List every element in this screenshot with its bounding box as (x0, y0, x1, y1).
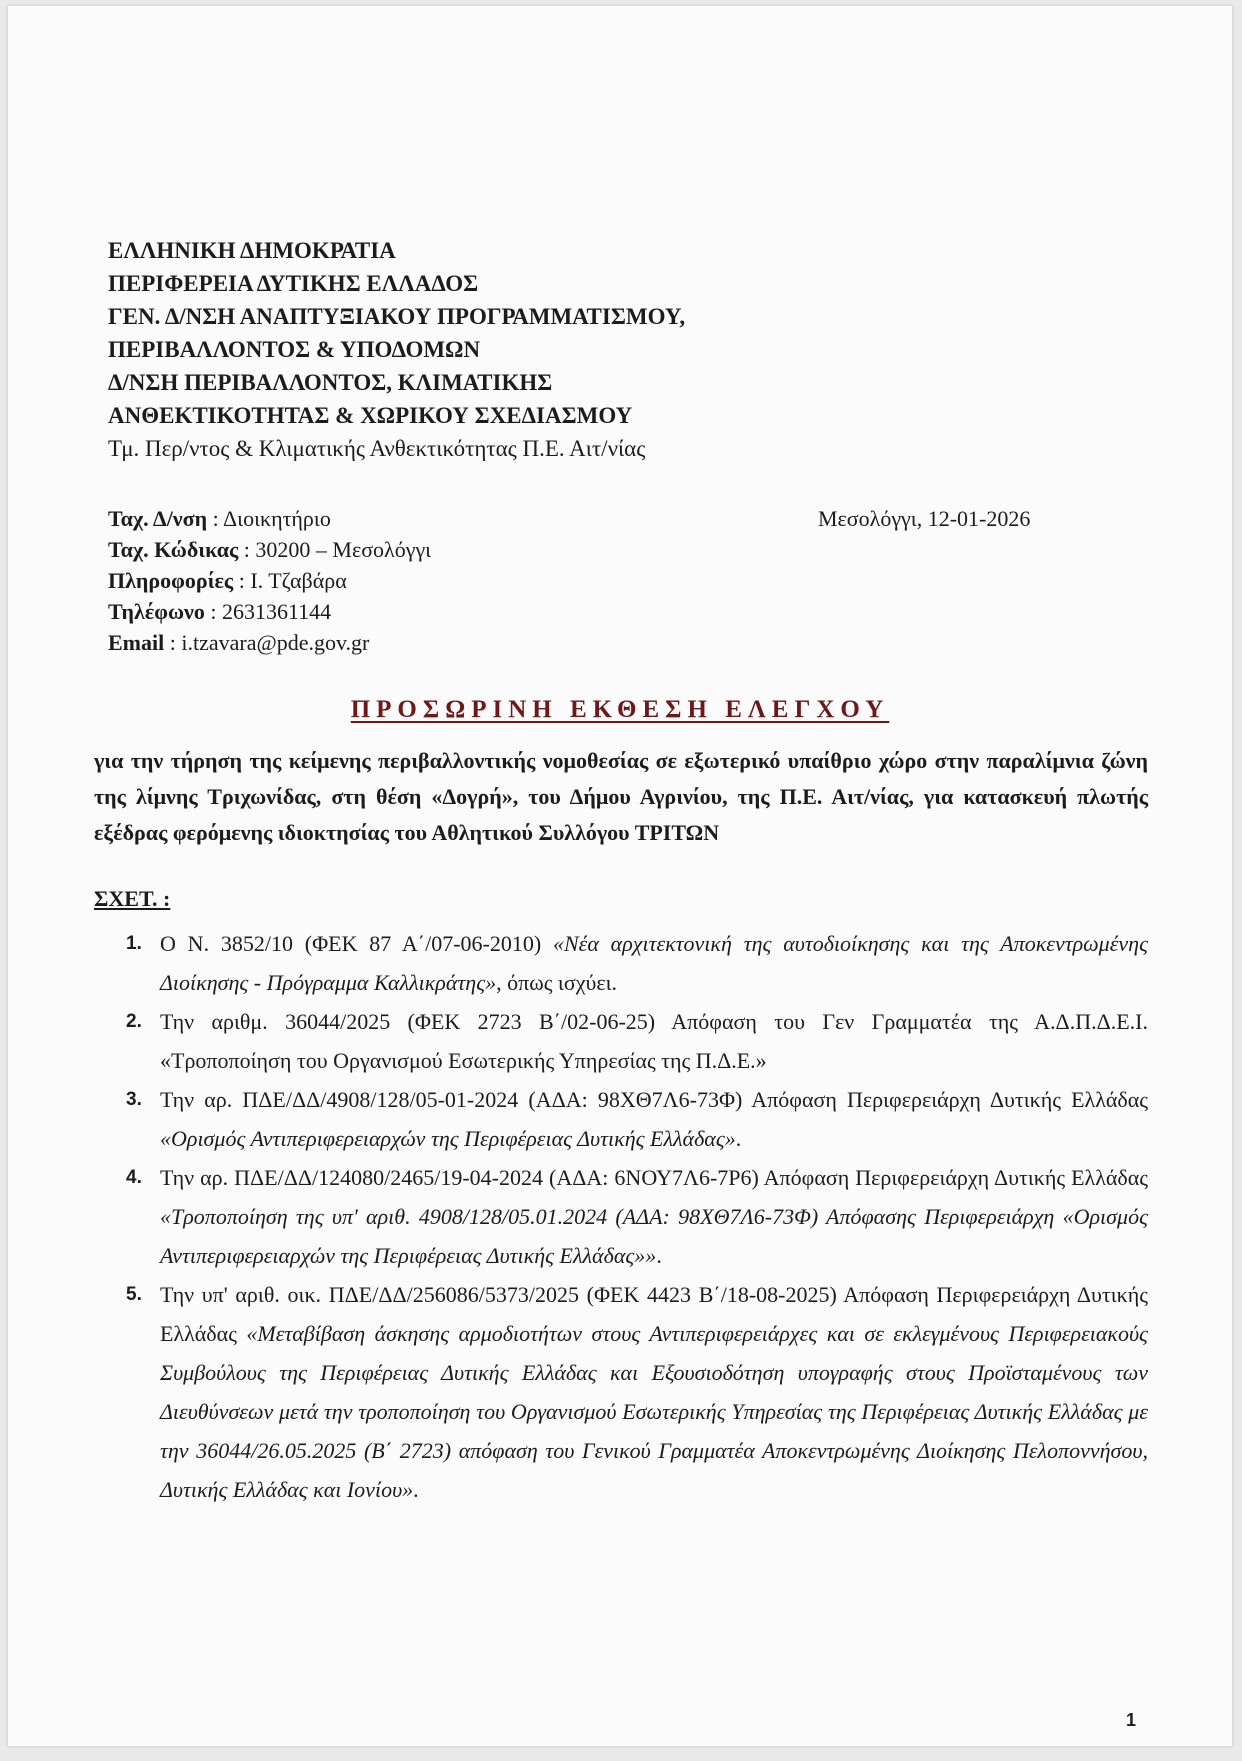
reference-item (126, 1002, 1148, 1080)
reference-number: 1. (126, 933, 142, 954)
references-label-suffix: : (157, 886, 171, 911)
reference-text: Την αριθμ. 36044/2025 (ΦΕΚ 2723 Β΄/02-06-25) Απόφαση του Γεν Γραμματέα της Α.Δ.Π.Δ.Ε.Ι. «Τροποποίηση του Οργανισμού Εσωτερικής Υπηρεσίας της Π.Δ.Ε.» (160, 1009, 1148, 1073)
reference-title: «Νέα αρχιτεκτονική της αυτοδιοίκησης και της Αποκεντρωμένης Διοίκησης - Πρόγραμμα Καλλικράτης» (160, 931, 1148, 995)
header-line: ΑΝΘΕΚΤΙΚΟΤΗΤΑΣ & ΧΩΡΙΚΟΥ ΣΧΕΔΙΑΣΜΟΥ (108, 403, 633, 428)
reference-text: Ο Ν. 3852/10 (ΦΕΚ 87 Α΄/07-06-2010) (160, 931, 553, 956)
contact-postal (108, 534, 431, 565)
document-title-text: ΠΡΟΣΩΡΙΝΗ ΕΚΘΕΣΗ ΕΛΕΓΧΟΥ (350, 696, 890, 723)
references-heading (94, 886, 170, 912)
reference-title: «Τροποποίηση της υπ' αριθ. 4908/128/05.01.2024 (ΑΔΑ: 98ΧΘ7Λ6-73Φ) Απόφασης Περιφερειάρχη «Ορισμός Αντιπεριφερειαρχών της Περιφέρειας Δυτικής Ελλάδας»» (160, 1204, 1148, 1268)
contact-info (108, 565, 431, 596)
document-subtitle: για την τήρηση της κείμενης περιβαλλοντικής νομοθεσίας σε εξωτερικό υπαίθριο χώρο στην παραλίμνια ζώνη της λίμνης Τριχωνίδας, στη θέση «Δογρή», του Δήμου Αγρινίου, της Π.Ε. Αιτ/νίας, για κατασκευή πλωτής εξέδρας φερόμενης ιδιοκτησίας του Αθλητικού Συλλόγου ΤΡΙΤΩΝ (94, 748, 1148, 845)
document-title (8, 696, 1232, 724)
contact-address (108, 503, 431, 534)
issuer-header (108, 234, 685, 465)
reference-text: Την υπ' αριθ. οικ. ΠΔΕ/ΔΔ/256086/5373/2025 (ΦΕΚ 4423 Β΄/18-08-2025) Απόφαση Περιφερειάρχη Δυτικής Ελλάδας (160, 1282, 1148, 1346)
reference-item (126, 1275, 1148, 1509)
reference-tail: , όπως ισχύει. (496, 970, 618, 995)
reference-title: «Ορισμός Αντιπεριφερειαρχών της Περιφέρειας Δυτικής Ελλάδας» (160, 1126, 736, 1151)
references-list (126, 924, 1148, 1509)
info-label: Πληροφορίες (108, 568, 234, 593)
header-line: ΠΕΡΙΦΕΡΕΙΑ ΔΥΤΙΚΗΣ ΕΛΛΑΔΟΣ (108, 271, 479, 296)
header-line: ΕΛΛΗΝΙΚΗ ΔΗΜΟΚΡΑΤΙΑ (108, 238, 396, 263)
reference-tail: . (656, 1243, 662, 1268)
reference-item (126, 1158, 1148, 1275)
contact-block (108, 503, 431, 658)
postal-label: Ταχ. Κώδικας (108, 537, 239, 562)
reference-item (126, 924, 1148, 1002)
header-line: Δ/ΝΣΗ ΠΕΡΙΒΑΛΛΟΝΤΟΣ, ΚΛΙΜΑΤΙΚΗΣ (108, 370, 553, 395)
email-value: : i.tzavara@pde.gov.gr (164, 630, 370, 655)
reference-item (126, 1080, 1148, 1158)
reference-text: Την αρ. ΠΔΕ/ΔΔ/124080/2465/19-04-2024 (ΑΔΑ: 6ΝΟΥ7Λ6-7Ρ6) Απόφαση Περιφερειάρχη Δυτικής Ελλάδας (160, 1165, 1148, 1190)
info-value: : Ι. Τζαβάρα (233, 568, 347, 593)
department-line: Τμ. Περ/ντος & Κλιματικής Ανθεκτικότητας Π.Ε. Αιτ/νίας (108, 436, 646, 461)
page-number: 1 (1126, 1710, 1137, 1730)
phone-label: Τηλέφωνο (108, 599, 205, 624)
address-label: Ταχ. Δ/νση (108, 506, 208, 531)
reference-text: Την αρ. ΠΔΕ/ΔΔ/4908/128/05-01-2024 (ΑΔΑ: 98ΧΘ7Λ6-73Φ) Απόφαση Περιφερειάρχη Δυτικής Ελλάδας (160, 1087, 1148, 1112)
reference-tail: . (735, 1126, 742, 1151)
address-value: : Διοικητήριο (207, 506, 331, 531)
references-label: ΣΧΕΤ. (94, 886, 158, 911)
postal-value: : 30200 – Μεσολόγγι (238, 537, 432, 562)
reference-number: 5. (126, 1284, 142, 1305)
reference-tail: . (413, 1477, 419, 1502)
phone-value: : 2631361144 (204, 599, 332, 624)
contact-email (108, 627, 431, 658)
contact-phone (108, 596, 431, 627)
document-date: Μεσολόγγι, 12-01-2026 (818, 506, 1031, 531)
reference-number: 4. (126, 1167, 142, 1188)
email-label: Email (108, 630, 165, 655)
reference-number: 3. (126, 1089, 142, 1110)
document-page (8, 6, 1232, 1746)
header-line: ΠΕΡΙΒΑΛΛΟΝΤΟΣ & ΥΠΟΔΟΜΩΝ (108, 337, 481, 362)
reference-title: «Μεταβίβαση άσκησης αρμοδιοτήτων στους Αντιπεριφερειάρχες και σε εκλεγμένους Περιφερειακούς Συμβούλους της Περιφέρειας Δυτικής Ελλάδας και Εξουσιοδότηση υπογραφής στους Προϊσταμένους των Διευθύνσεων μετά την τροποποίηση του Οργανισμού Εσωτερικής Υπηρεσίας της Περιφέρειας Δυτικής Ελλάδας με την 36044/26.05.2025 (Β΄ 2723) απόφαση του Γενικού Γραμματέα Αποκεντρωμένης Διοίκησης Πελοποννήσου, Δυτικής Ελλάδας και Ιονίου» (160, 1321, 1148, 1502)
header-line: ΓΕΝ. Δ/ΝΣΗ ΑΝΑΠΤΥΞΙΑΚΟΥ ΠΡΟΓΡΑΜΜΑΤΙΣΜΟΥ, (108, 304, 686, 329)
reference-number: 2. (126, 1011, 142, 1032)
